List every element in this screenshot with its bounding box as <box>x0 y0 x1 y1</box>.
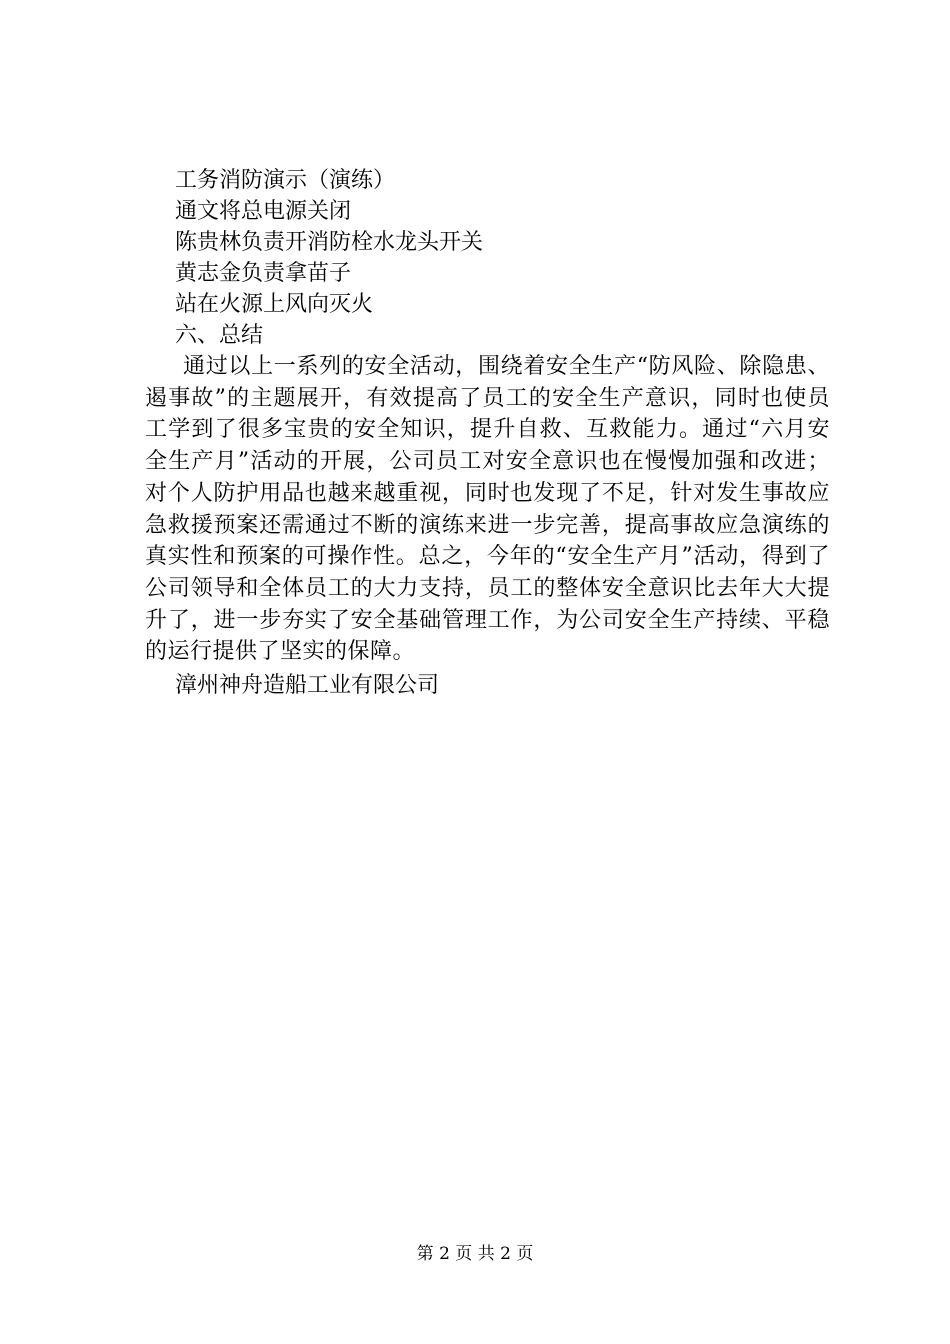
drill-step-hydrant: 陈贵林负责开消防栓水龙头开关 <box>175 230 484 255</box>
document-body <box>145 165 830 701</box>
drill-step-upwind: 站在火源上风向灭火 <box>175 292 374 317</box>
summary-paragraph: 通过以上一系列的安全活动，围绕着安全生产“防风险、除隐患、遏事故”的主题展开，有效提高了员工的安全生产意识，同时也使员工学到了很多宝贵的安全知识，提升自救、互救能力。通过“六月安全生产月”活动的开展，公司员工对安全意识也在慢慢加强和改进；对个人防护用品也越来越重视，同时也发现了不足，针对发生事故应急救援预案还需通过不断的演练来进一步完善，提高事故应急演练的真实性和预案的可操作性。总之，今年的“安全生产月”活动，得到了公司领导和全体员工的大力支持，员工的整体安全意识比去年大大提升了，进一步夯实了安全基础管理工作，为公司安全生产持续、平稳的运行提供了坚实的保障。 <box>145 354 830 665</box>
drill-title-line: 工务消防演示（演练） <box>175 168 396 193</box>
section-heading-summary: 六、总结 <box>175 323 264 348</box>
drill-step-extinguisher: 黄志金负责拿苗子 <box>175 261 352 286</box>
page-footer: 第 2 页 共 2 页 <box>416 1244 534 1264</box>
drill-step-power-off: 通文将总电源关闭 <box>175 199 352 224</box>
company-signature: 漳州神舟造船工业有限公司 <box>175 673 440 699</box>
